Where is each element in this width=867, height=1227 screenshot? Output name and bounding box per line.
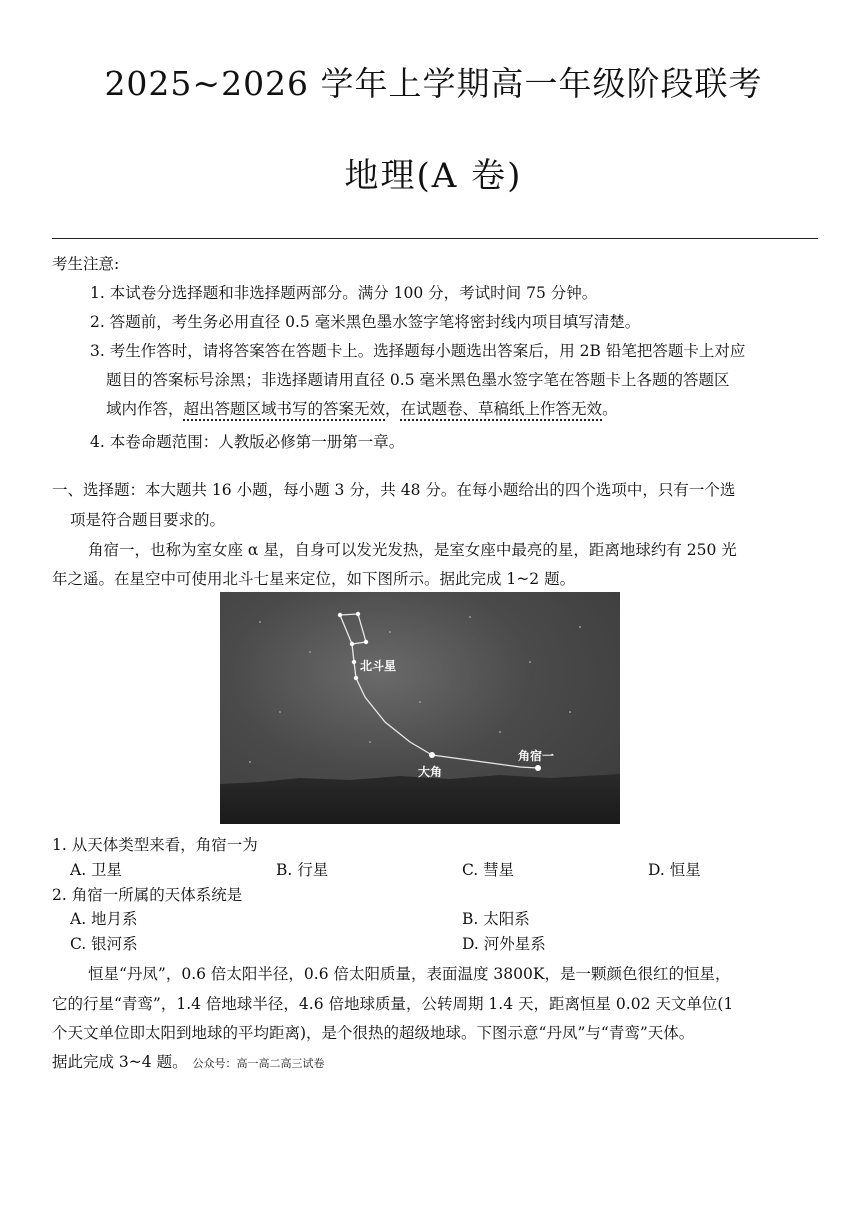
exam-subtitle: 地理(A 卷) — [344, 156, 523, 196]
question-2-option-a: A. 地月系 — [70, 910, 138, 928]
notice-item-4: 4. 本卷命题范围：人教版必修第一册第一章。 — [90, 433, 405, 451]
question-2-option-b: B. 太阳系 — [462, 910, 530, 928]
emphasis-text: 超出答题区域书写的答案无效 — [183, 400, 386, 418]
constellation-lines — [340, 614, 538, 768]
background-stars — [249, 616, 581, 763]
question-2-option-d: D. 河外星系 — [462, 935, 546, 953]
notice-text: 。 — [602, 400, 618, 418]
section-heading-line-2: 项是符合题目要求的。 — [70, 511, 226, 529]
passage-2-line-2: 它的行星“青鸾”，1.4 倍地球半径，4.6 倍地球质量，公转周期 1.4 天，距离恒星 0.02 天文单位(1 — [52, 995, 734, 1013]
question-1-option-a: A. 卫星 — [70, 861, 123, 879]
label-dajiao: 大角 — [418, 765, 443, 779]
question-2-option-c: C. 银河系 — [70, 935, 138, 953]
label-beidou: 北斗星 — [360, 659, 397, 673]
ground-silhouette — [220, 774, 620, 824]
question-2-stem: 2. 角宿一所属的天体系统是 — [52, 886, 243, 904]
notice-item-3-line-2: 题目的答案标号涂黑；非选择题请用直径 0.5 毫米黑色墨水签字笔在答题卡上各题的答题区 — [106, 371, 730, 389]
passage-2-line-3: 个天文单位即太阳到地球的平均距离)，是个很热的超级地球。下图示意“丹凤”与“青鸾”天体。 — [52, 1024, 695, 1042]
emphasis-text: 在试题卷、草稿纸上作答无效 — [400, 400, 603, 418]
header-divider — [52, 238, 818, 239]
section-heading-line-1: 一、选择题：本大题共 16 小题，每小题 3 分，共 48 分。在每小题给出的四个选项中，只有一个选 — [52, 481, 736, 499]
question-1-option-d: D. 恒星 — [648, 861, 701, 879]
exam-title: 2025~2026 学年上学期高一年级阶段联考 — [104, 64, 763, 103]
question-1-stem: 1. 从天体类型来看，角宿一为 — [52, 836, 258, 854]
notice-heading: 考生注意: — [52, 255, 120, 273]
passage-2-line-1: 恒星“丹凤”，0.6 倍太阳半径，0.6 倍太阳质量，表面温度 3800K，是一颗颜色很红的恒星， — [88, 965, 731, 983]
notice-text: ， — [385, 400, 401, 418]
passage-2-line-4 — [52, 1050, 325, 1072]
passage-1-line-1: 角宿一，也称为室女座 α 星，自身可以发光发热，是室女座中最亮的星，距离地球约有 250 光 — [88, 541, 737, 559]
notice-item-3-line-1: 3. 考生作答时，请将答案答在答题卡上。选择题每小题选出答案后，用 2B 铅笔把答题卡上对应 — [90, 342, 746, 360]
passage-1-line-2: 年之遥。在星空中可使用北斗七星来定位，如下图所示。据此完成 1~2 题。 — [52, 570, 576, 588]
star-map-figure — [220, 592, 620, 824]
notice-item-3-line-3 — [106, 397, 618, 419]
star-map-svg — [220, 592, 620, 824]
notice-item-2: 2. 答题前，考生务必用直径 0.5 毫米黑色墨水签字笔将密封线内项目填写清楚。 — [90, 313, 641, 331]
label-jiaosu: 角宿一 — [518, 749, 555, 763]
constellation-stars — [338, 612, 541, 771]
notice-text: 域内作答， — [106, 400, 184, 418]
passage-text: 据此完成 3~4 题。 — [52, 1053, 188, 1071]
notice-item-1: 1. 本试卷分选择题和非选择题两部分。满分 100 分，考试时间 75 分钟。 — [90, 284, 598, 302]
watermark-text: 公众号：高一高二高三试卷 — [192, 1057, 325, 1070]
question-1-option-b: B. 行星 — [276, 861, 329, 879]
question-1-option-c: C. 彗星 — [462, 861, 515, 879]
